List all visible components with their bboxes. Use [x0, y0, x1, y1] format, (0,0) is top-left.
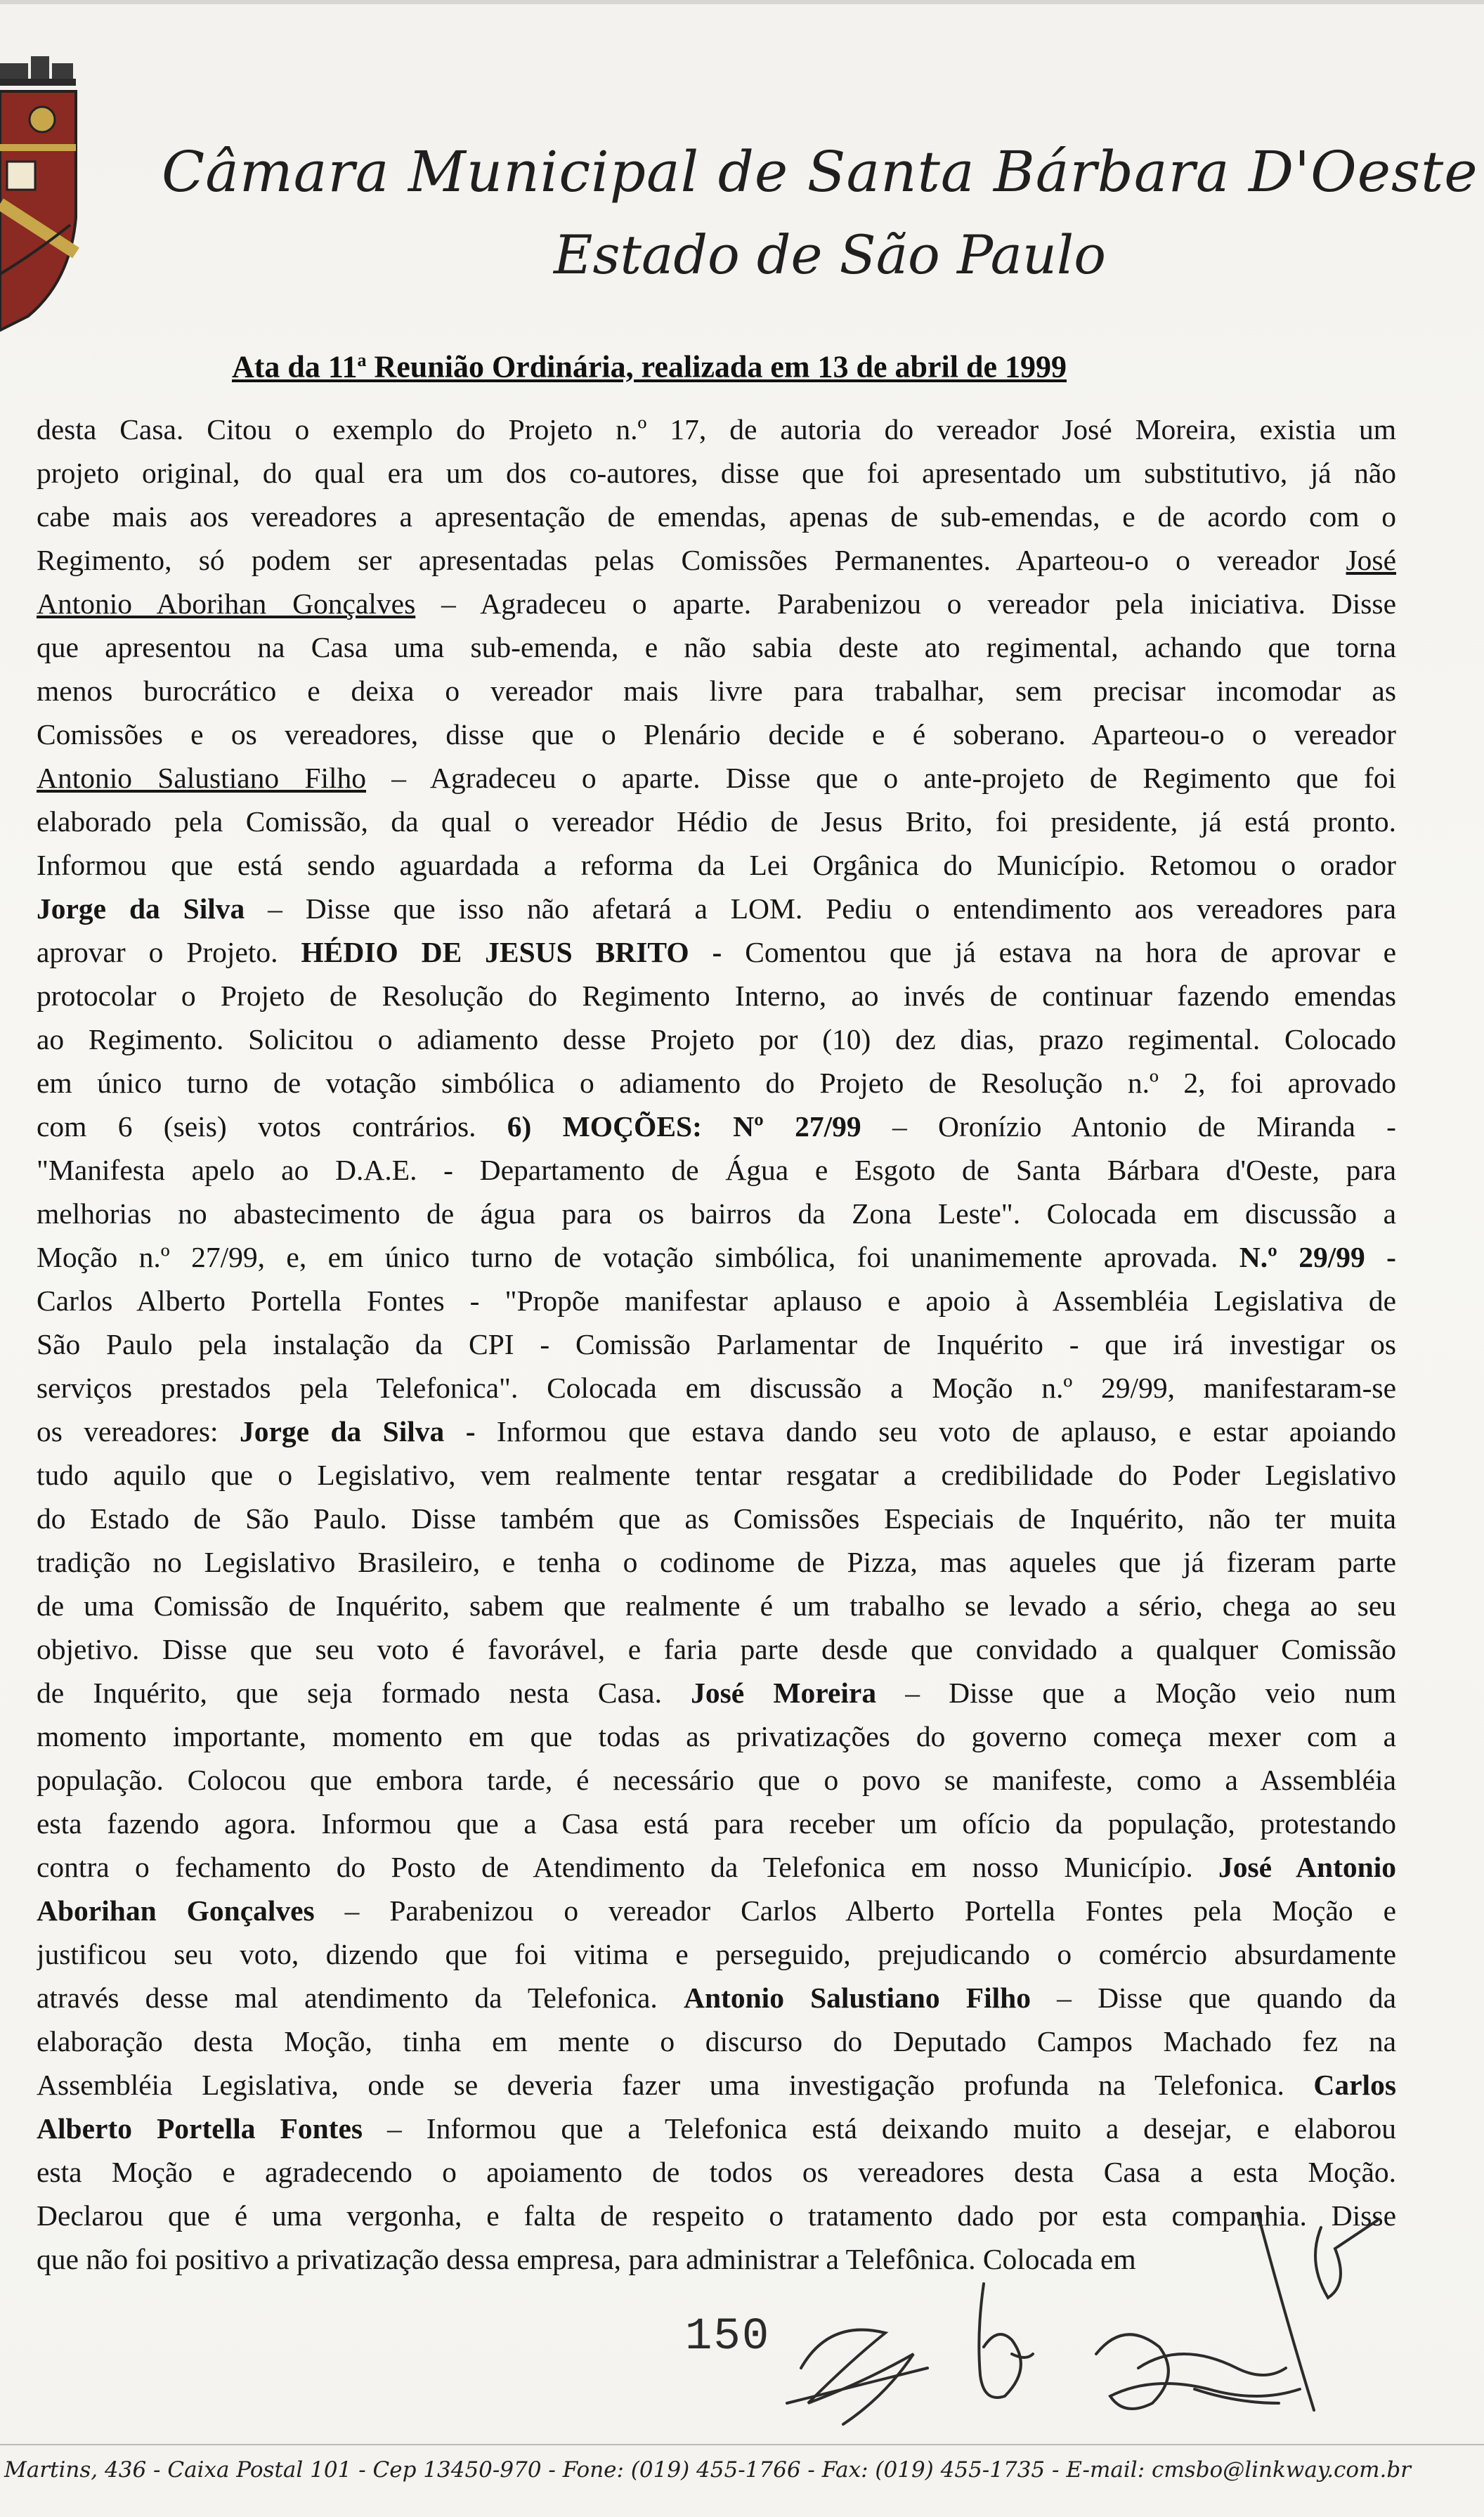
text-run: Assembléia Legislativa, onde se deveria fazer uma investigação profunda na Telefonica. — [37, 2069, 1314, 2101]
text-run: Informou que está sendo aguardada a reforma da Lei Orgânica do Município. Retomou o orador — [37, 849, 1396, 881]
text-run: que apresentou na Casa uma sub-emenda, e não sabia deste ato regimental, achando que torna — [37, 631, 1396, 663]
text-run: – Disse que quando da — [1031, 1982, 1396, 2014]
bold-speaker-name: Antonio Salustiano Filho — [683, 1982, 1031, 2014]
text-line — [37, 2237, 1396, 2281]
text-line — [37, 538, 1396, 582]
text-line — [37, 1976, 1396, 2020]
text-run: Informou que estava dando seu voto de aplauso, e estar apoiando — [475, 1415, 1396, 1448]
text-run: – Disse que isso não afetará a LOM. Pediu o entendimento aos vereadores para — [245, 892, 1396, 925]
text-run: elaboração desta Moção, tinha em mente o discurso do Deputado Campos Machado fez na — [37, 2025, 1396, 2057]
text-line — [37, 2150, 1396, 2194]
state-name: Estado de São Paulo — [553, 223, 1106, 286]
text-run: com 6 (seis) votos contrários. — [37, 1110, 507, 1143]
text-line — [37, 1584, 1396, 1627]
text-line — [37, 625, 1396, 669]
text-run: Comissões e os vereadores, disse que o Plenário decide e é soberano. Aparteou-o o vereador — [37, 718, 1396, 750]
text-line — [37, 1889, 1396, 1932]
text-run: serviços prestados pela Telefonica". Colocada em discussão a Moção n.º 29/99, manifestaram-se — [37, 1372, 1396, 1404]
text-run: do Estado de São Paulo. Disse também que as Comissões Especiais de Inquérito, não ter muita — [37, 1502, 1396, 1535]
minutes-title-prefix: Ata da 11 — [232, 349, 358, 384]
text-run: menos burocrático e deixa o vereador mais livre para trabalhar, sem precisar incomodar as — [37, 675, 1396, 707]
text-run: aprovar o Projeto. — [37, 936, 301, 968]
text-run: justificou seu voto, dizendo que foi vitima e perseguido, prejudicando o comércio absurdamente — [37, 1938, 1396, 1970]
footer-address: Martins, 436 - Caixa Postal 101 - Cep 13450-970 - Fone: (019) 455-1766 - Fax: (019) 455-1735 - E-mail: cmsbo@linkway.com.br — [4, 2457, 1411, 2483]
minutes-title-ordinal: a — [357, 350, 367, 370]
text-line — [37, 843, 1396, 887]
text-line — [37, 1758, 1396, 1802]
bold-speaker-name: Alberto Portella Fontes — [37, 2112, 363, 2145]
text-line — [37, 2020, 1396, 2063]
minutes-title-suffix: Reunião Ordinária, realizada em 13 de abril de 1999 — [366, 349, 1067, 384]
text-run: protocolar o Projeto de Resolução do Regimento Interno, ao invés de continuar fazendo emendas — [37, 980, 1396, 1012]
text-run: desta Casa. Citou o exemplo do Projeto n.º 17, de autoria do vereador José Moreira, existia um — [37, 413, 1396, 445]
letterhead — [162, 134, 1478, 294]
text-run: esta fazendo agora. Informou que a Casa está para receber um ofício da população, protestando — [37, 1807, 1396, 1840]
chamber-name: Câmara Municipal de Santa Bárbara D'Oeste — [162, 139, 1478, 204]
text-run: Comentou que já estava na hora de aprovar e — [722, 936, 1396, 968]
text-run: elaborado pela Comissão, da qual o vereador Hédio de Jesus Brito, foi presidente, já está pronto. — [37, 805, 1396, 838]
text-line — [37, 1105, 1396, 1148]
text-line — [37, 1715, 1396, 1758]
text-line — [37, 451, 1396, 495]
text-line — [37, 1932, 1396, 1976]
text-line — [37, 1148, 1396, 1192]
text-line — [37, 1017, 1396, 1061]
bold-speaker-name: Aborihan Gonçalves — [37, 1894, 315, 1927]
underlined-name: José — [1346, 544, 1396, 576]
text-line — [37, 2194, 1396, 2237]
text-line — [37, 1279, 1396, 1322]
text-line — [37, 408, 1396, 451]
bold-speaker-name: José Moreira — [691, 1677, 877, 1709]
text-run: – Agradeceu o aparte. Disse que o ante-projeto de Regimento que foi — [366, 762, 1396, 794]
bold-speaker-name: Carlos — [1313, 2069, 1396, 2101]
text-run: melhorias no abastecimento de água para os bairros da Zona Leste". Colocada em discussão a — [37, 1197, 1396, 1230]
text-run: tradição no Legislativo Brasileiro, e tenha o codinome de Pizza, mas aqueles que já fizeram parte — [37, 1546, 1396, 1578]
text-line — [37, 1671, 1396, 1715]
bold-speaker-name: Jorge da Silva - — [239, 1415, 476, 1448]
text-line — [37, 495, 1396, 538]
text-run: de Inquérito, que seja formado nesta Casa. — [37, 1677, 691, 1709]
text-run: os vereadores: — [37, 1415, 240, 1448]
page-top-edge — [0, 0, 1484, 4]
text-line — [37, 2063, 1396, 2107]
text-run: de uma Comissão de Inquérito, sabem que realmente é um trabalho se levado a sério, chega ao seu — [37, 1589, 1396, 1622]
text-run: "Manifesta apelo ao D.A.E. - Departamento de Água e Esgoto de Santa Bárbara d'Oeste, para — [37, 1154, 1396, 1186]
text-line — [37, 887, 1396, 930]
text-line — [37, 930, 1396, 974]
text-line — [37, 1627, 1396, 1671]
text-run: Declarou que é uma vergonha, e falta de respeito o tratamento dado por esta companhia. Disse — [37, 2199, 1396, 2232]
text-run: contra o fechamento do Posto de Atendimento da Telefonica em nosso Município. — [37, 1851, 1218, 1883]
text-line — [37, 1453, 1396, 1497]
text-run: Regimento, só podem ser apresentadas pelas Comissões Permanentes. Aparteou-o o vereador — [37, 544, 1346, 576]
text-line — [37, 713, 1396, 756]
text-run: esta Moção e agradecendo o apoiamento de todos os vereadores desta Casa a esta Moção. — [37, 2156, 1396, 2188]
text-run: Moção n.º 27/99, e, em único turno de votação simbólica, foi unanimemente aprovada. — [37, 1241, 1239, 1273]
text-run: população. Colocou que embora tarde, é necessário que o povo se manifeste, como a Assembléia — [37, 1764, 1396, 1796]
page-number: 150 — [685, 2312, 771, 2362]
text-line — [37, 1497, 1396, 1540]
text-run: cabe mais aos vereadores a apresentação de emendas, apenas de sub-emendas, e de acordo com o — [37, 500, 1396, 533]
bold-speaker-name: Jorge da Silva — [37, 892, 245, 925]
text-run: – Disse que a Moção veio num — [876, 1677, 1396, 1709]
text-line — [37, 1366, 1396, 1410]
text-line — [37, 1845, 1396, 1889]
text-run: objetivo. Disse que seu voto é favorável, e faria parte desde que convidado a qualquer Comissão — [37, 1633, 1396, 1665]
text-line — [37, 1322, 1396, 1366]
text-run: São Paulo pela instalação da CPI - Comissão Parlamentar de Inquérito - que irá investigar os — [37, 1328, 1396, 1360]
text-run: – Informou que a Telefonica está deixando muito a desejar, e elaborou — [363, 2112, 1396, 2145]
underlined-name: Antonio Salustiano Filho — [37, 762, 367, 794]
text-run: em único turno de votação simbólica o adiamento do Projeto de Resolução n.º 2, foi aprovado — [37, 1067, 1396, 1099]
text-run: Carlos Alberto Portella Fontes - "Propõe manifestar aplauso e apoio à Assembléia Legislativa de — [37, 1284, 1396, 1317]
text-line — [37, 582, 1396, 625]
footer-rule — [0, 2444, 1484, 2445]
text-run: através desse mal atendimento da Telefonica. — [37, 1982, 684, 2014]
bold-speaker-name: José Antonio — [1218, 1851, 1396, 1883]
text-line — [37, 1235, 1396, 1279]
text-run: ao Regimento. Solicitou o adiamento desse Projeto por (10) dez dias, prazo regimental. Colocado — [37, 1023, 1396, 1055]
text-run: momento importante, momento em que todas as privatizações do governo começa mexer com a — [37, 1720, 1396, 1752]
text-line — [37, 974, 1396, 1017]
minutes-title — [232, 341, 1067, 387]
text-line — [37, 800, 1396, 843]
text-run: – Parabenizou o vereador Carlos Alberto Portella Fontes pela Moção e — [314, 1894, 1396, 1927]
text-line — [37, 1410, 1396, 1453]
text-line — [37, 1061, 1396, 1105]
text-line — [37, 1192, 1396, 1235]
minutes-body — [37, 408, 1396, 2281]
text-line — [37, 1540, 1396, 1584]
text-run: – Agradeceu o aparte. Parabenizou o vereador pela iniciativa. Disse — [415, 587, 1396, 620]
bold-speaker-name: N.º 29/99 - — [1239, 1241, 1396, 1273]
text-run: tudo aquilo que o Legislativo, vem realmente tentar resgatar a credibilidade do Poder Legislativo — [37, 1459, 1396, 1491]
text-run: que não foi positivo a privatização dessa empresa, para administrar a Telefônica. Colocada em — [37, 2243, 1136, 2275]
text-run: – Oronízio Antonio de Miranda - — [861, 1110, 1396, 1143]
text-line — [37, 669, 1396, 713]
underlined-name: Antonio Aborihan Gonçalves — [37, 587, 416, 620]
text-line — [37, 1802, 1396, 1845]
bold-speaker-name: 6) MOÇÕES: Nº 27/99 — [507, 1110, 861, 1143]
text-line — [37, 2107, 1396, 2150]
text-run: projeto original, do qual era um dos co-autores, disse que foi apresentado um substitutivo, já não — [37, 457, 1396, 489]
text-line — [37, 756, 1396, 800]
bold-speaker-name: HÉDIO DE JESUS BRITO - — [301, 936, 722, 968]
municipal-crest-icon — [0, 42, 84, 337]
